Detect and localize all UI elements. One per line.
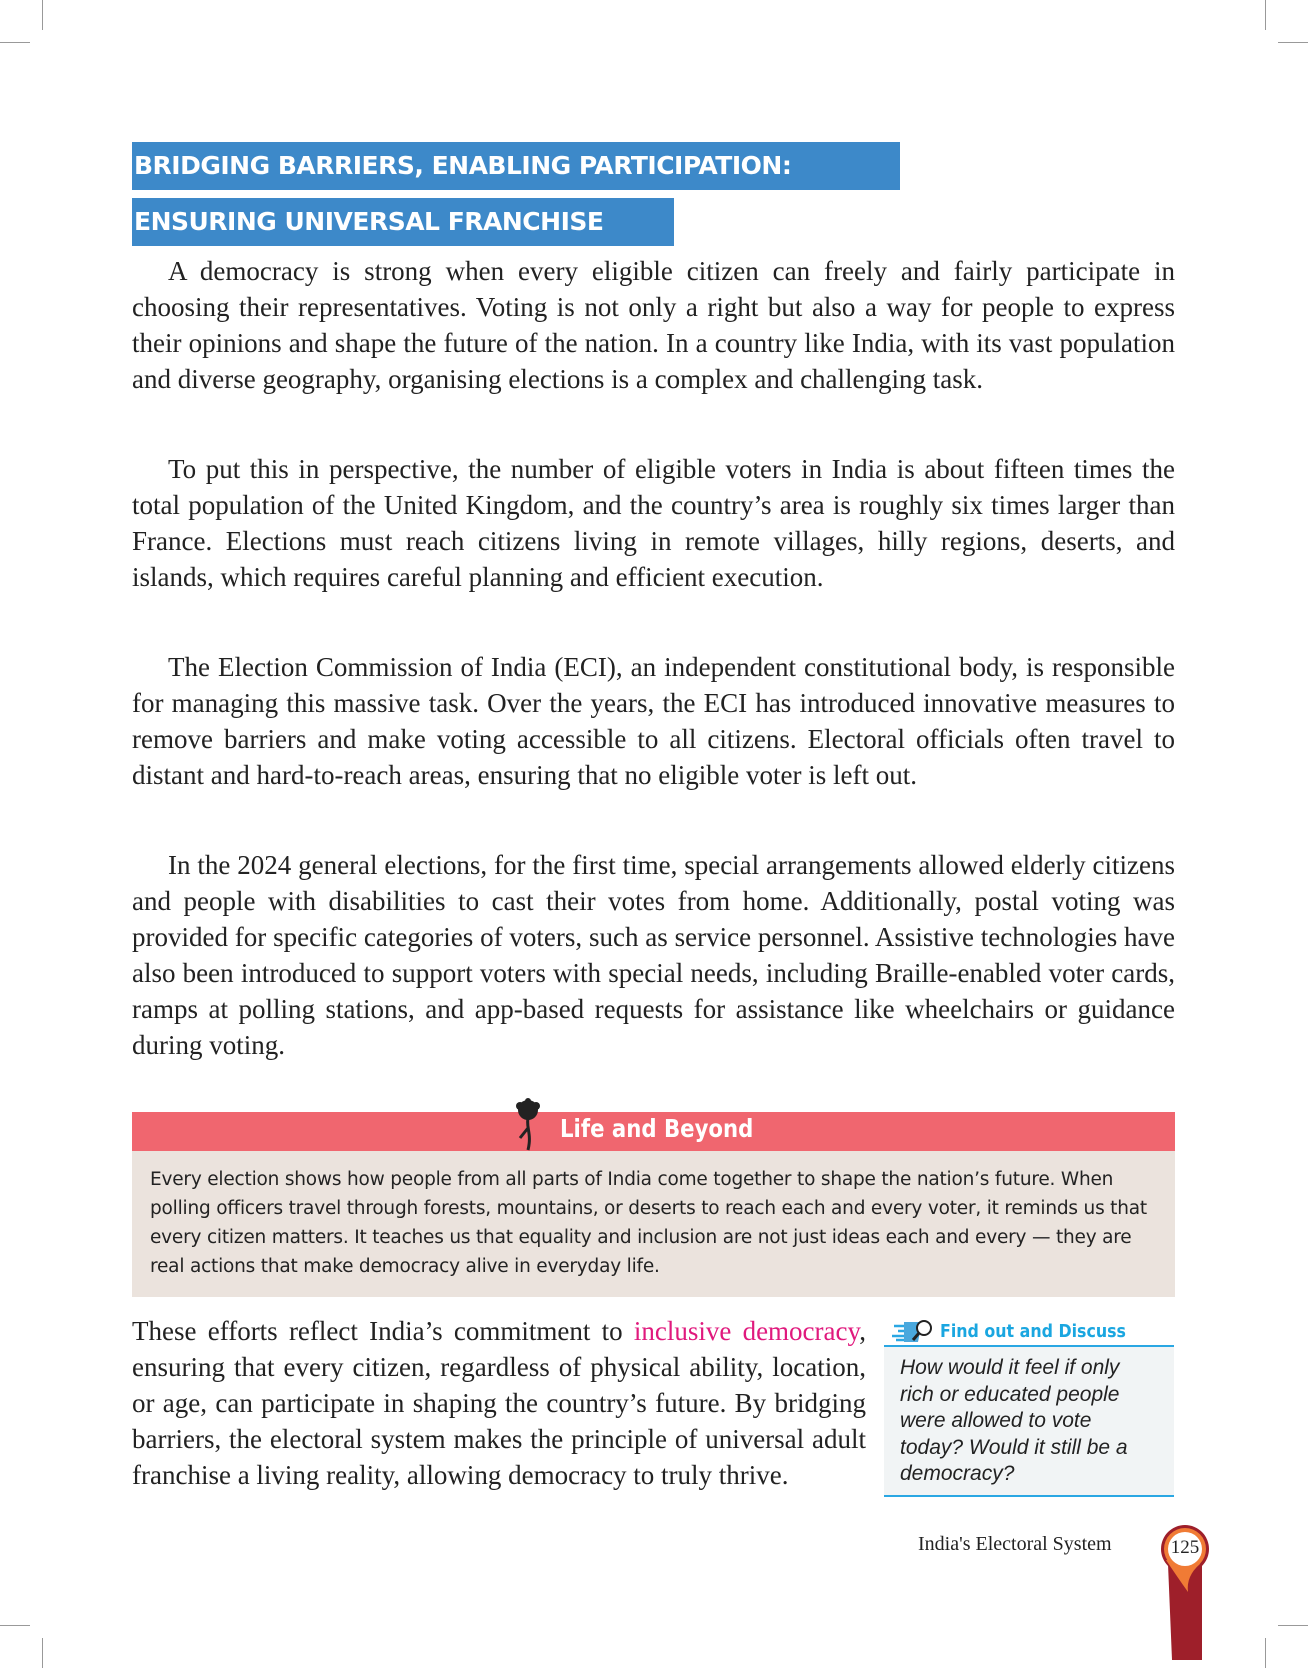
find-out-title: Find out and Discuss — [940, 1320, 1126, 1342]
chapter-title: India's Electoral System — [918, 1533, 1112, 1555]
crop-mark — [42, 1638, 43, 1668]
life-and-beyond-title: Life and Beyond — [560, 1114, 754, 1143]
paragraph: In the 2024 general elections, for the first time, special arrangements allowed elderly citizens and people with disabilities to cast their votes from home. Additionally, postal voting was provided for specific categories of voters, such as service personnel. Assistive technologies have also been introduced to support voters with special needs, including Braille-enabled voter cards, ramps at polling stations, and app-based requests for assistance like wheelchairs or guidance during voting. — [132, 850, 1175, 1060]
paragraph: To put this in perspective, the number of eligible voters in India is about fifteen times the total population of the United Kingdom, and the country’s area is roughly six times larger than France. Elections must reach citizens living in remote villages, hilly regions, deserts, and islands, which requires careful planning and efficient execution. — [132, 454, 1175, 592]
paragraph: A democracy is strong when every eligible citizen can freely and fairly participate in choosing their representatives. Voting is not only a right but also a way for people to express their opinions and shape the future of the nation. In a country like India, with its vast population and diverse geography, organising elections is a complex and challenging task. — [132, 256, 1175, 394]
find-out-header — [890, 1318, 1151, 1344]
crop-mark — [0, 42, 30, 43]
highlight-term: inclusive democracy — [633, 1316, 860, 1346]
life-and-beyond-body: Every election shows how people from all parts of India come together to shape the nation’s future. When polling officers travel through forests, mountains, or deserts to reach each and every voter, it reminds us that every citizen matters. It teaches us that equality and inclusion are not just ideas each and every — they are real actions that make democracy alive in everyday life. — [132, 1151, 1175, 1297]
closing-paragraph: These efforts reflect India’s commitment to inclusive democracy, ensuring that every citizen, regardless of physical ability, location, or age, can participate in shaping the country’s future. By bridging barriers, the electoral system makes the principle of universal adult franchise a living reality, allowing democracy to truly thrive. — [132, 1316, 866, 1490]
paragraph: The Election Commission of India (ECI), an independent constitutional body, is responsible for managing this massive task. Over the years, the ECI has introduced innovative measures to remove barriers and make voting accessible to all citizens. Electoral officials often travel to distant and hard-to-reach areas, ensuring that no eligible voter is left out. — [132, 652, 1175, 790]
page-number: 125 — [1170, 1537, 1200, 1558]
crop-mark — [1278, 1625, 1308, 1626]
crop-mark — [1265, 1638, 1266, 1668]
section-heading-line2: ENSURING UNIVERSAL FRANCHISE — [132, 198, 674, 246]
find-out-question: How would it feel if only rich or educated people were allowed to vote today? Would it still be a democracy? — [884, 1345, 1174, 1497]
crop-mark — [42, 0, 43, 30]
crop-mark — [1265, 0, 1266, 30]
tree-figure-icon — [508, 1098, 548, 1152]
section-heading-line1: BRIDGING BARRIERS, ENABLING PARTICIPATION: — [132, 142, 900, 190]
magnifier-icon — [890, 1318, 936, 1344]
crop-mark — [1278, 42, 1308, 43]
crop-mark — [0, 1625, 30, 1626]
